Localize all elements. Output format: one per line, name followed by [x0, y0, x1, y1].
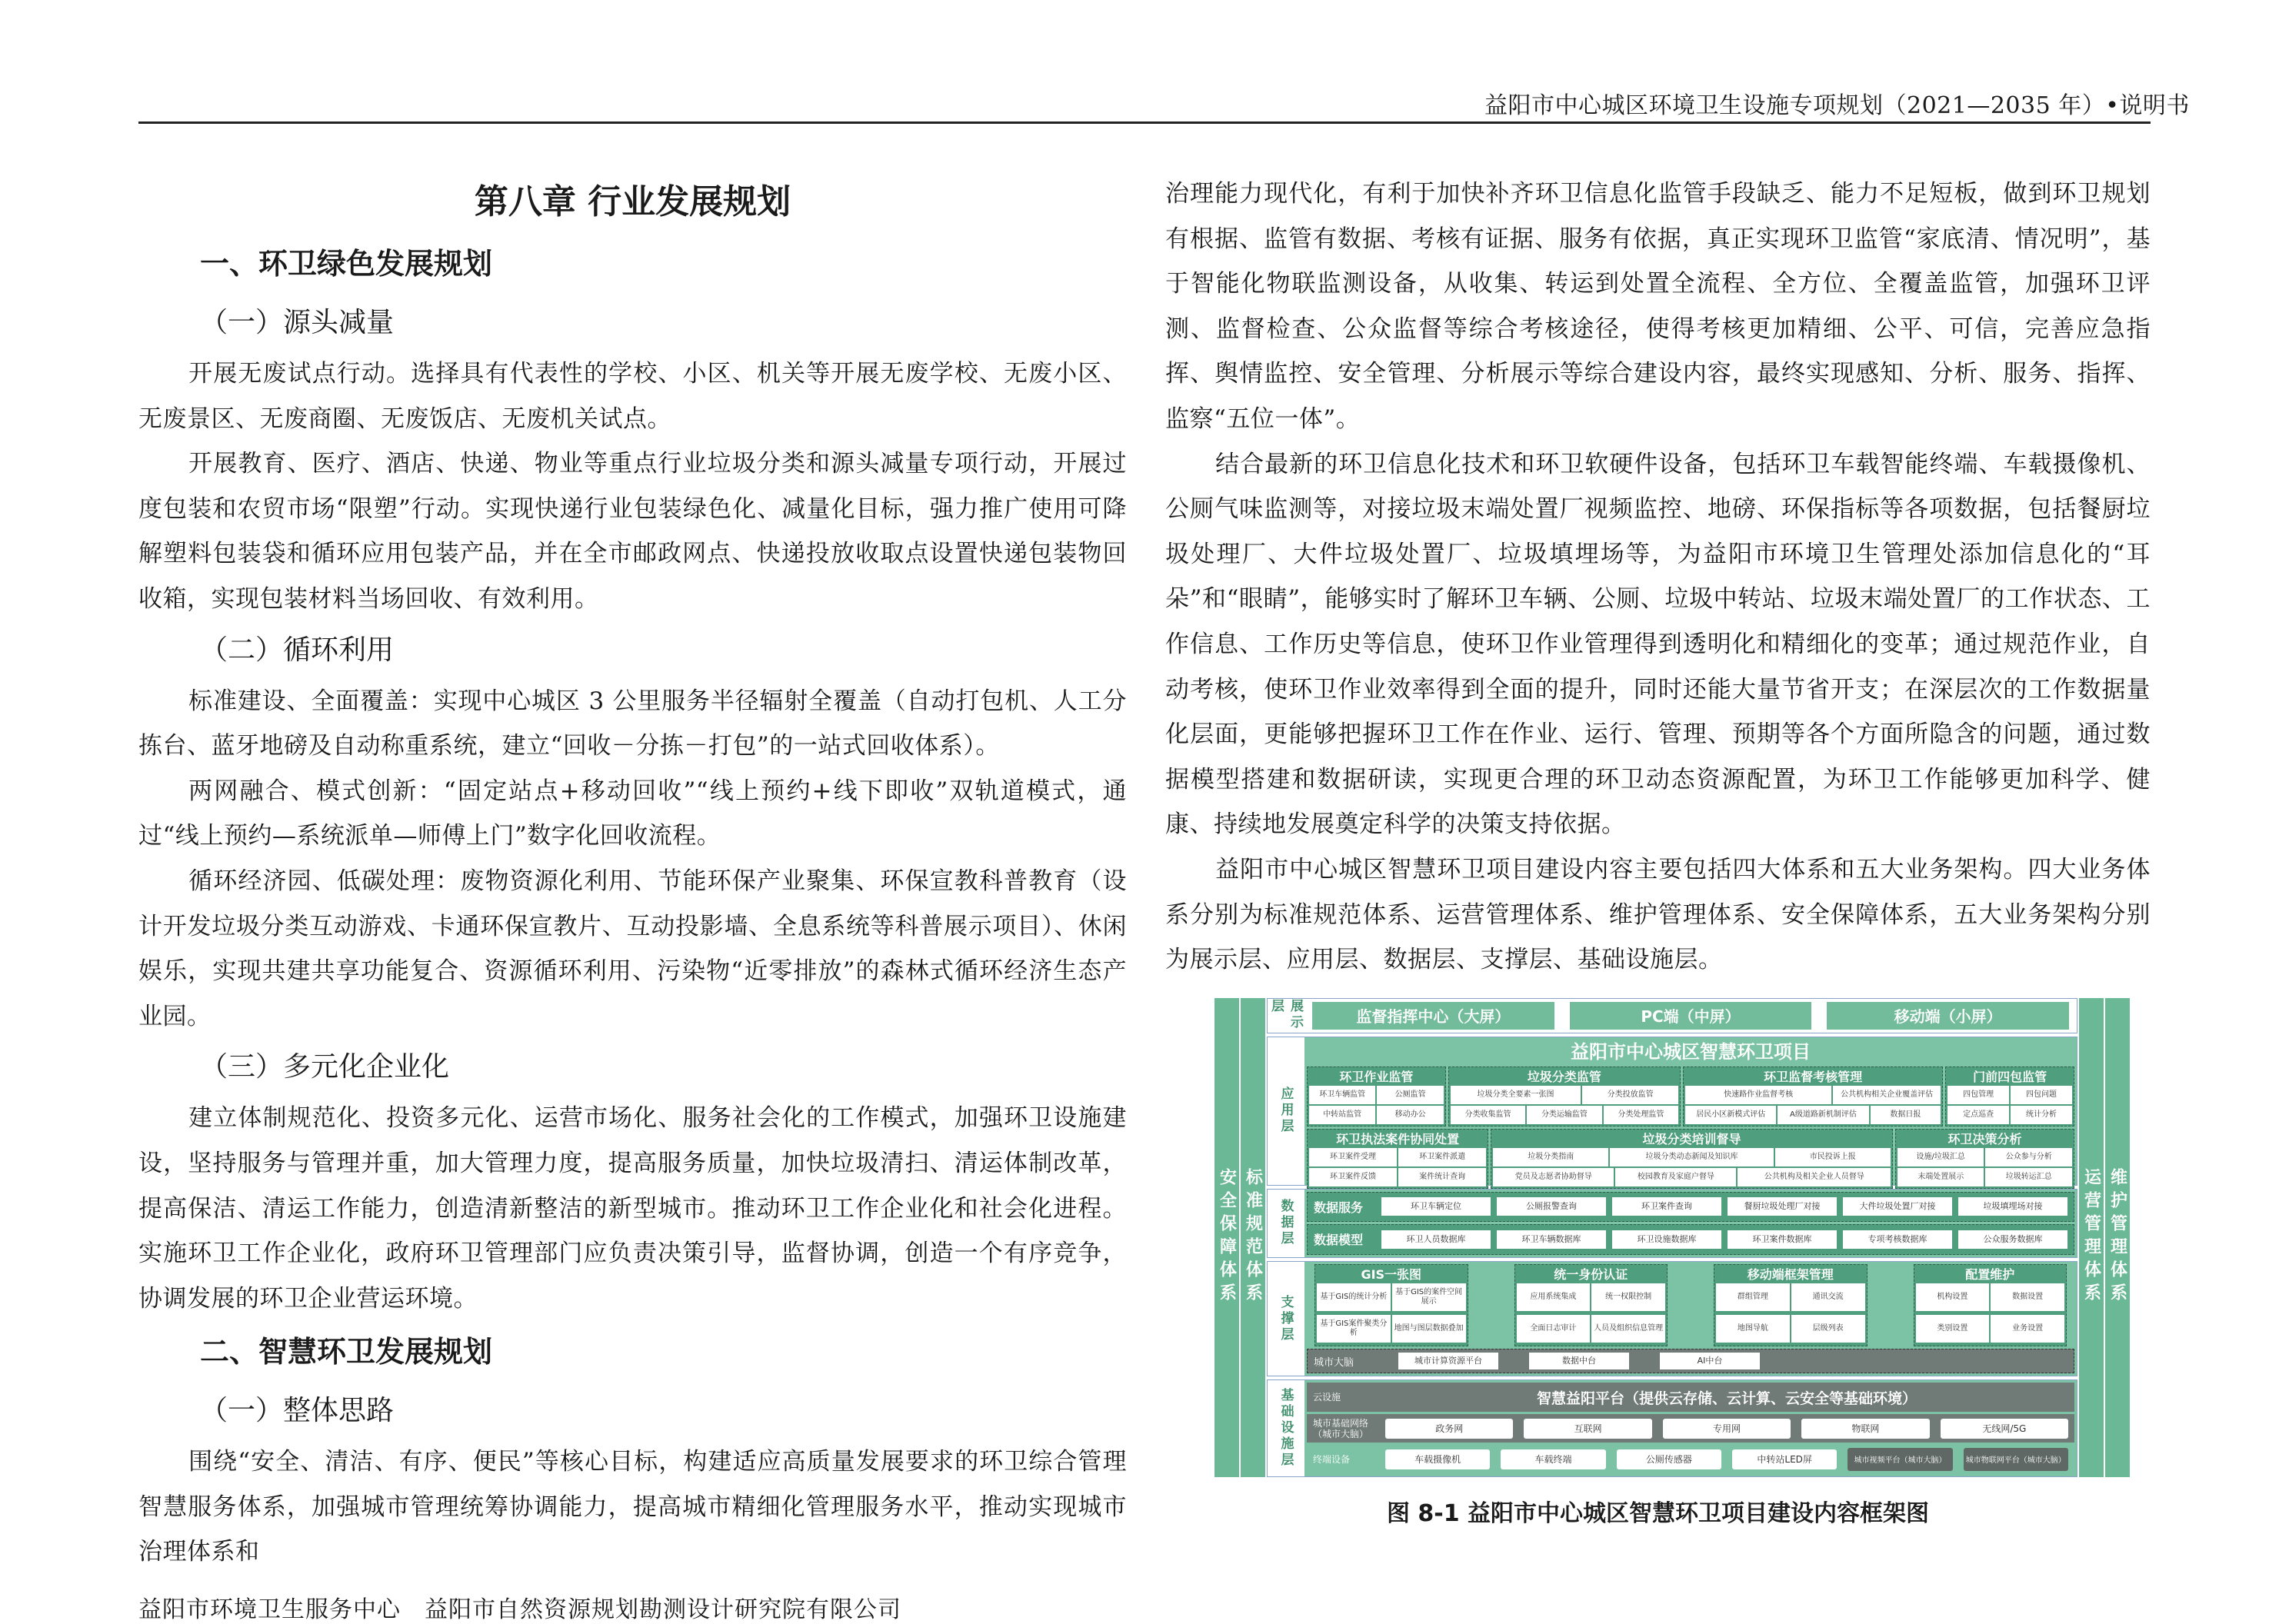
diagram-item: 机构设置: [1916, 1283, 1990, 1311]
module-title: 移动端框架管理: [1747, 1266, 1834, 1282]
layer-label: 应用层: [1278, 1087, 1294, 1136]
display-terminal: 监督指挥中心（大屏）: [1312, 1002, 1554, 1030]
paragraph: 标准建设、全面覆盖：实现中心城区 3 公里服务半径辐射全覆盖（自动打包机、人工分拣台、蓝牙地磅及自动称重系统，建立“回收－分拣－打包”的一站式回收体系）。: [138, 687, 1127, 760]
diagram-item: 垃圾分类全要素一张图: [1451, 1086, 1581, 1104]
city-brain-label: 城市大脑: [1314, 1356, 1354, 1369]
side-bar-system: 安全保障体系: [1214, 998, 1239, 1477]
diagram-item: 餐厨垃圾处理厂对接: [1728, 1197, 1837, 1216]
side-bar-system: 标准规范体系: [1241, 998, 1265, 1477]
diagram-item: 环卫车辆数据库: [1497, 1230, 1606, 1249]
diagram-item: 垃圾填埋场对接: [1958, 1197, 2067, 1216]
module-items: [1309, 1148, 1486, 1186]
diagram-item: 统计分析: [2011, 1106, 2072, 1124]
diagram-item: 环卫案件查询: [1612, 1197, 1721, 1216]
module-items: [1517, 1283, 1666, 1345]
project-title: 益阳市中心城区智慧环卫项目: [1571, 1040, 1811, 1063]
support-module: [1714, 1264, 1868, 1347]
diagram-main: [1267, 998, 2077, 1477]
diagram-item: 校园教育及家庭户督导: [1615, 1168, 1736, 1186]
support-modules: [1307, 1264, 2074, 1347]
running-header: 益阳市中心城区环境卫生设施专项规划（2021—2035 年）•说明书: [1484, 92, 2190, 119]
module-title: 环卫作业监管: [1339, 1069, 1414, 1084]
layer-body: [1304, 1262, 2077, 1376]
module-items: [1916, 1283, 2065, 1345]
diagram-item: 公共机构相关企业覆盖评估: [1833, 1086, 1941, 1104]
diagram-item: 公众服务数据库: [1958, 1230, 2067, 1249]
right-column: [1165, 171, 2151, 1528]
terminal-platform: 城市物联网平台（城市大脑）: [1964, 1448, 2068, 1471]
diagram-item: 互联网: [1524, 1419, 1651, 1439]
diagram-item: 市民投诉上报: [1775, 1148, 1891, 1166]
subsection-heading: （三）多元化企业化: [200, 1051, 450, 1083]
diagram-item: 群组管理: [1716, 1283, 1790, 1311]
diagram-item: 无线网/5G: [1941, 1419, 2068, 1439]
diagram-item: 移动办公: [1377, 1106, 1443, 1124]
diagram-item: 四包管理: [1947, 1086, 2009, 1104]
diagram-item: 全面日志审计: [1517, 1315, 1591, 1343]
diagram-item: 统一权限控制: [1591, 1283, 1665, 1311]
layer-label: 支撑层: [1278, 1294, 1294, 1343]
diagram-item: 专用网: [1663, 1419, 1791, 1439]
module-items: [1309, 1086, 1444, 1124]
diagram-layer: [1267, 998, 2077, 1033]
data-row-title: 数据模型: [1314, 1233, 1364, 1248]
diagram-item: 车载终端: [1501, 1449, 1605, 1469]
module-items: [1947, 1086, 2072, 1124]
footer-organizations: 益阳市环境卫生服务中心 益阳市自然资源规划勘测设计研究院有限公司: [138, 1596, 901, 1624]
module-items: [1898, 1148, 2072, 1186]
terminal-platform: 城市视频平台（城市大脑）: [1848, 1448, 1952, 1471]
layer-body: [1304, 1380, 2077, 1476]
paragraph: 两网融合、模式创新：“固定站点+移动回收”“线上预约+线下即收”双轨道模式，通过“线上预约—系统派单—师傅上门”数字化回收流程。: [138, 777, 1127, 850]
diagram-item: 数据中台: [1529, 1353, 1629, 1369]
app-module: [1307, 1129, 1488, 1189]
diagram-layer: [1267, 1261, 2077, 1377]
framework-diagram: [1214, 998, 2130, 1477]
display-terminal: PC端（中屏）: [1570, 1002, 1812, 1030]
app-module: [1683, 1067, 1943, 1126]
diagram-item: 环卫人员数据库: [1381, 1230, 1491, 1249]
cloud-label: 云设施: [1313, 1392, 1341, 1403]
diagram-item: 快速路作业监督考核: [1685, 1086, 1831, 1104]
side-bar-system: 运营管理体系: [2079, 998, 2104, 1477]
diagram-layer: [1267, 1189, 2077, 1258]
section-heading: 一、环卫绿色发展规划: [200, 247, 493, 281]
diagram-item: 环卫案件派遣: [1398, 1148, 1486, 1166]
diagram-item: 垃圾分类动态新闻及知识库: [1610, 1148, 1773, 1166]
app-module: [1895, 1129, 2074, 1189]
left-column: [138, 171, 1127, 1624]
module-items: [1716, 1283, 1865, 1345]
diagram-item: 分类处理监管: [1604, 1106, 1678, 1124]
paragraph: 围绕“安全、清洁、有序、便民”等核心目标，构建适应高质量发展要求的环卫综合管理智慧服务体系，加强城市管理统筹协调能力，提高城市精细化管理服务水平，推动实现城市治理体系和: [138, 1448, 1127, 1566]
module-items: [1685, 1086, 1941, 1124]
diagram-item: 数据日报: [1871, 1106, 1941, 1124]
section-heading: 二、智慧环卫发展规划: [200, 1335, 493, 1369]
diagram-item: 环卫案件受理: [1309, 1148, 1397, 1166]
diagram-item: 分类收集监管: [1451, 1106, 1525, 1124]
diagram-item: 垃圾分类指南: [1493, 1148, 1608, 1166]
subsection-heading: （二）循环利用: [200, 634, 395, 666]
diagram-item: A级道路新机制评估: [1778, 1106, 1868, 1124]
diagram-item: 分类投放监管: [1582, 1086, 1678, 1104]
network-label: 城市基础网络（城市大脑）: [1313, 1417, 1369, 1439]
diagram-item: 车载摄像机: [1385, 1449, 1490, 1469]
diagram-item: 环卫车辆监管: [1309, 1086, 1375, 1104]
diagram-item: 专项考核数据库: [1843, 1230, 1952, 1249]
app-module: [1307, 1067, 1446, 1126]
paragraph: 建立体制规范化、投资多元化、运营市场化、服务社会化的工作模式，加强环卫设施建设，坚持服务与管理并重，加大管理力度，提高服务质量，加快垃圾清扫、清运体制改革，提高保洁、清运工作能力，创造清新整洁的新型城市。推动环卫工作企业化和社会化进程。实施环卫工作企业化，政府环卫管理部门应负责决策引导，监督协调，创造一个有序竞争，协调发展的环卫企业营运环境。: [138, 1104, 1127, 1313]
diagram-item: 公厕传感器: [1617, 1449, 1721, 1469]
diagram-item: 分类运输监管: [1527, 1106, 1601, 1124]
diagram-item: 公共机构及相关企业人员督导: [1738, 1168, 1891, 1186]
module-title: GIS一张图: [1361, 1266, 1422, 1282]
paragraph: 益阳市中心城区智慧环卫项目建设内容主要包括四大体系和五大业务架构。四大业务体系分别为标准规范体系、运营管理体系、维护管理体系、安全保障体系，五大业务架构分别为展示层、应用层、数据层、支撑层、基础设施层。: [1165, 855, 2151, 974]
module-title: 垃圾分类监管: [1527, 1069, 1601, 1084]
diagram-item: 政务网: [1385, 1419, 1513, 1439]
diagram-layer: [1267, 1037, 2077, 1186]
diagram-item: 基于GIS的统计分析: [1317, 1283, 1391, 1311]
terminal-label: 终端设备: [1313, 1453, 1351, 1465]
terminal-row: [1307, 1445, 2074, 1473]
figure-caption: 图 8-1 益阳市中心城区智慧环卫项目建设内容框架图: [1386, 1499, 1930, 1527]
diagram-item: 中转站LED屏: [1732, 1449, 1837, 1469]
diagram-item: 四包问题: [2011, 1086, 2072, 1104]
diagram-item: 环卫案件数据库: [1728, 1230, 1837, 1249]
data-row: [1307, 1192, 2074, 1223]
paragraph: 开展教育、医疗、酒店、快递、物业等重点行业垃圾分类和源头减量专项行动，开展过度包装和农贸市场“限塑”行动。实现快递行业包装绿色化、减量化目标，强力推广使用可降解塑料包装袋和循环应用包装产品，并在全市邮政网点、快递投放收取点设置快递包装物回收箱，实现包装材料当场回收、有效利用。: [138, 450, 1127, 613]
data-row-title: 数据服务: [1314, 1200, 1364, 1215]
diagram-item: 案件统计查询: [1398, 1168, 1486, 1186]
module-title: 配置维护: [1965, 1266, 2015, 1282]
display-terminal: 移动端（小屏）: [1827, 1002, 2069, 1030]
support-module: [1914, 1264, 2067, 1347]
diagram-item: 数据设置: [1991, 1283, 2064, 1311]
diagram-item: 公厕监管: [1377, 1086, 1443, 1104]
chapter-title: 第八章 行业发展规划: [474, 182, 791, 221]
diagram-item: 层级列表: [1791, 1315, 1865, 1343]
cloud-row: [1307, 1383, 2074, 1411]
module-title: 环卫决策分析: [1947, 1131, 2022, 1146]
cloud-platform-title: 智慧益阳平台（提供云存储、云计算、云安全等基础环境）: [1536, 1389, 1917, 1407]
diagram-item: 设施/垃圾汇总: [1898, 1148, 1984, 1166]
diagram-item: 类别设置: [1916, 1315, 1990, 1343]
diagram-item: 末端处置展示: [1898, 1168, 1984, 1186]
module-title: 垃圾分类培训督导: [1642, 1131, 1741, 1146]
support-module: [1314, 1264, 1468, 1347]
diagram-item: 基于GIS的案件空间展示: [1392, 1283, 1466, 1311]
subsection-heading: （一）整体思路: [200, 1395, 395, 1427]
module-items: [1317, 1283, 1466, 1345]
diagram-item: 物联网: [1801, 1419, 1929, 1439]
diagram-item: 居民小区新模式评估: [1685, 1106, 1776, 1124]
app-module: [1945, 1067, 2074, 1126]
diagram-item: 地图与图层数据叠加: [1392, 1315, 1466, 1343]
paragraph: 治理能力现代化，有利于加快补齐环卫信息化监管手段缺乏、能力不足短板，做到环卫规划有根据、监管有数据、考核有证据、服务有依据，真正实现环卫监管“家底清、情况明”，基于智能化物联监测设备，从收集、转运到处置全流程、全方位、全覆盖监管，加强环卫评测、监督检查、公众监督等综合考核途径，使得考核更加精细、公平、可信，完善应急指挥、舆情监控、安全管理、分析展示等综合建设内容，最终实现感知、分析、服务、指挥、监察“五位一体”。: [1165, 180, 2151, 433]
diagram-item: 通讯交流: [1791, 1283, 1865, 1311]
module-title: 统一身份认证: [1554, 1266, 1628, 1282]
layer-label: 基础设施层: [1278, 1388, 1294, 1469]
module-title: 环卫监督考核管理: [1764, 1069, 1863, 1084]
paragraph: 循环经济园、低碳处理：废物资源化利用、节能环保产业聚集、环保宣教科普教育（设计开发垃圾分类互动游戏、卡通环保宣教片、互动投影墙、全息系统等科普展示项目）、休闲娱乐，实现共建共享功能复合、资源循环利用、污染物“近零排放”的森林式循环经济生态产业园。: [138, 867, 1127, 1030]
diagram-item: 环卫设施数据库: [1612, 1230, 1721, 1249]
layer-label: 数据层: [1278, 1199, 1294, 1248]
diagram-item: 垃圾转运汇总: [1985, 1168, 2072, 1186]
module-title: 环卫执法案件协同处置: [1336, 1131, 1460, 1146]
diagram-item: 应用系统集成: [1517, 1283, 1591, 1311]
layer-body: [1304, 1190, 2077, 1257]
diagram-item: 定点巡查: [1947, 1106, 2009, 1124]
diagram-item: 大件垃圾处置厂对接: [1843, 1197, 1952, 1216]
support-module: [1514, 1264, 1668, 1347]
diagram-item: 人员及组织信息管理: [1591, 1315, 1665, 1343]
paragraph: 结合最新的环卫信息化技术和环卫软硬件设备，包括环卫车载智能终端、车载摄像机、公厕气味监测等，对接垃圾末端处置厂视频监控、地磅、环保指标等各项数据，包括餐厨垃圾处理厂、大件垃圾处置厂、垃圾填埋场等，为益阳市环境卫生管理处添加信息化的“耳朵”和“眼睛”，能够实时了解环卫车辆、公厕、垃圾中转站、垃圾末端处置厂的工作状态、工作信息、工作历史等信息，使环卫作业管理得到透明化和精细化的变革；通过规范作业，自动考核，使环卫作业效率得到全面的提升，同时还能大量节省开支；在深层次的工作数据量化层面，更能够把握环卫工作在作业、运行、管理、预期等各个方面所隐含的问题，通过数据模型搭建和数据研读，实现更合理的环卫动态资源配置，为环卫工作能够更加科学、健康、持续地发展奠定科学的决策支持依据。: [1165, 450, 2151, 839]
diagram-item: 中转站监管: [1309, 1106, 1375, 1124]
header-rule: [138, 121, 2151, 124]
app-group-row: [1307, 1129, 2074, 1189]
city-brain-row: [1307, 1349, 2074, 1373]
module-title: 门前四包监管: [1973, 1069, 2047, 1084]
diagram-item: 环卫案件反馈: [1309, 1168, 1397, 1186]
paragraph: 开展无废试点行动。选择具有代表性的学校、小区、机关等开展无废学校、无废小区、无废景区、无废商圈、无废饭店、无废机关试点。: [138, 360, 1127, 433]
display-items: [1304, 999, 2077, 1033]
layer-body: [1304, 1037, 2077, 1185]
diagram-item: 业务设置: [1991, 1315, 2064, 1343]
diagram-layer: [1267, 1379, 2077, 1476]
data-row: [1307, 1224, 2074, 1255]
diagram-item: 基于GIS案件聚类分析: [1317, 1315, 1391, 1343]
subsection-heading: （一）源头减量: [200, 307, 395, 338]
app-module: [1448, 1067, 1681, 1126]
app-group-row: [1307, 1067, 2074, 1126]
network-row: [1307, 1414, 2074, 1443]
diagram-item: 城市计算资源平台: [1398, 1353, 1498, 1369]
diagram-item: 党员及志愿者协助督导: [1493, 1168, 1614, 1186]
diagram-item: 地图导航: [1716, 1315, 1790, 1343]
diagram-item: 公厕报警查询: [1497, 1197, 1606, 1216]
diagram-item: 公众参与分析: [1985, 1148, 2072, 1166]
module-items: [1493, 1148, 1891, 1186]
layer-label: 展示层: [1268, 998, 1303, 1031]
diagram-item: AI中台: [1660, 1353, 1760, 1369]
app-module: [1491, 1129, 1893, 1189]
side-bar-system: 维护管理体系: [2105, 998, 2130, 1477]
diagram-item: 环卫车辆定位: [1381, 1197, 1491, 1216]
module-items: [1451, 1086, 1678, 1124]
